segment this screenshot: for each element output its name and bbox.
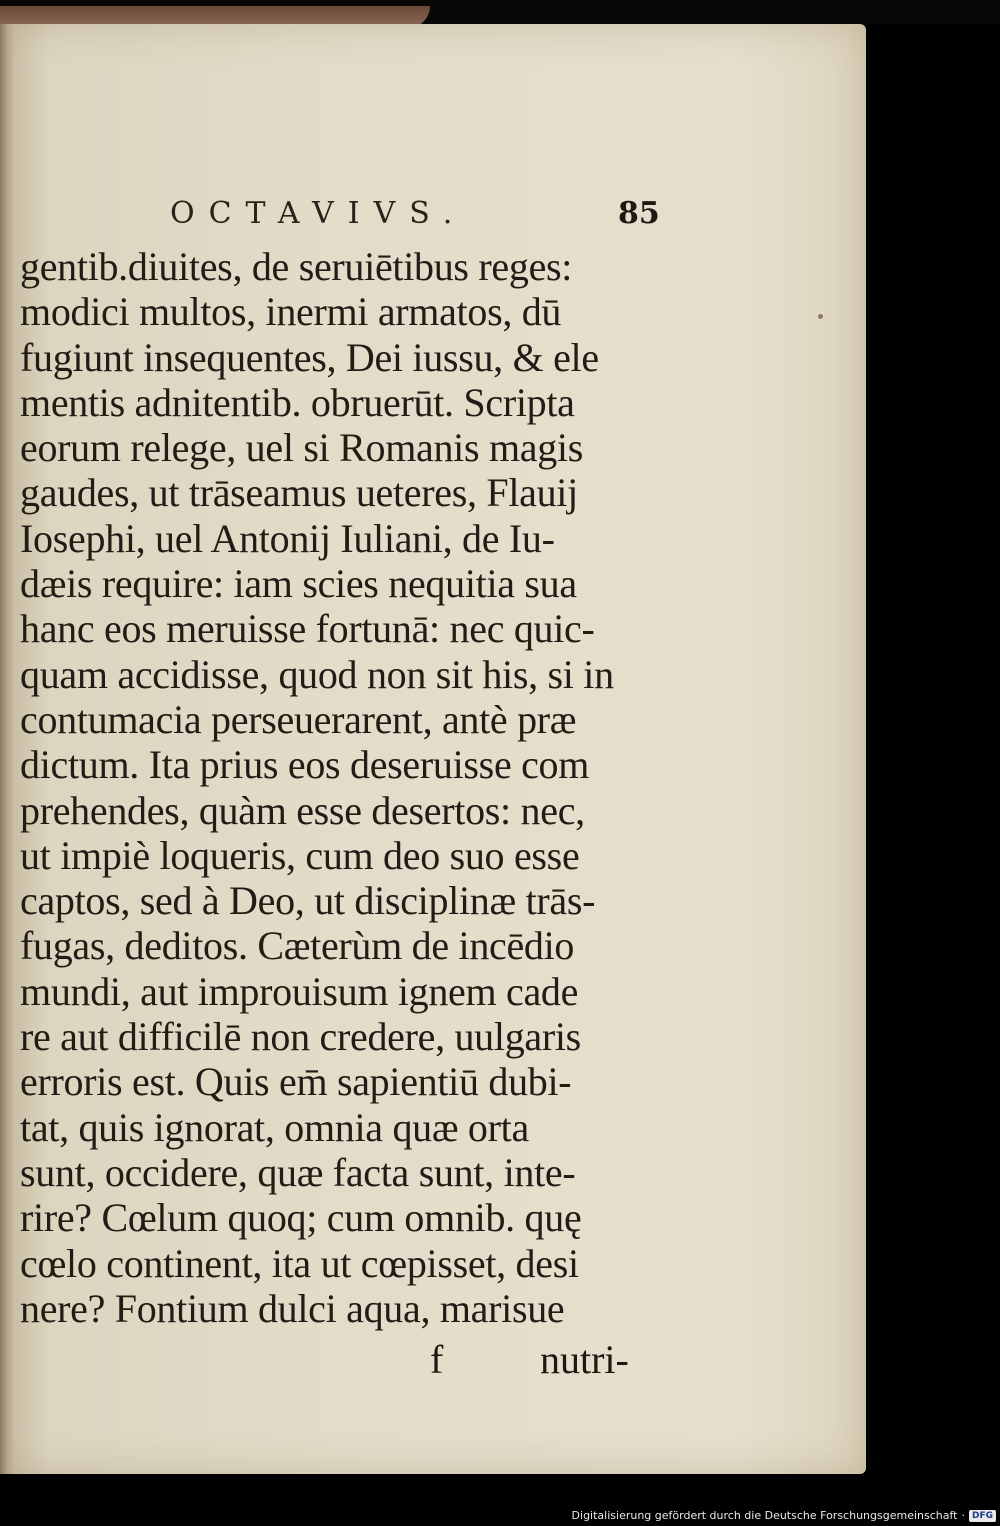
text-line: dictum. Ita prius eos deseruisse com (20, 742, 590, 788)
text-line: tat, quis ignorat, omnia quæ orta (20, 1104, 529, 1150)
text-line: prehendes, quàm esse desertos: nec, (20, 787, 585, 833)
catchword-line (20, 1336, 660, 1381)
signature-mark: f (430, 1337, 444, 1382)
text-line: sunt, occidere, quæ facta sunt, inte- (20, 1149, 576, 1195)
text-line: captos, sed à Deo, ut disciplinæ trās- (20, 878, 596, 924)
text-line: mentis adnitentib. obruerūt. Scripta (20, 379, 575, 425)
text-line: cœlo continent, ita ut cœpisset, desi (20, 1240, 579, 1286)
dfg-logo-icon: DFG (969, 1510, 996, 1522)
text-line: gaudes, ut trāseamus ueteres, Flauij (20, 470, 578, 516)
text-block (20, 244, 660, 1331)
text-line: hanc eos meruisse fortunā: nec quic- (20, 606, 595, 652)
funding-credit: Digitalisierung gefördert durch die Deutsche Forschungsgemeinschaft · DFG (572, 1509, 996, 1522)
credit-text: Digitalisierung gefördert durch die Deutsche Forschungsgemeinschaft (571, 1509, 958, 1522)
text-line: erroris est. Quis em̄ sapientiū dubi- (20, 1059, 572, 1105)
text-line: ut impiè loqueris, cum deo suo esse (20, 832, 580, 878)
text-line: rire? Cœlum quoq; cum omnib. quę (20, 1195, 582, 1241)
catchword: nutri- (540, 1337, 629, 1382)
text-line: dæis require: iam scies nequitia sua (20, 561, 577, 607)
page-gutter (0, 24, 14, 1474)
text-line: quam accidisse, quod non sit his, si in (20, 651, 614, 697)
text-line: modici multos, inermi armatos, dū (20, 289, 562, 335)
text-line: Iosephi, uel Antonij Iuliani, de Iu- (20, 515, 555, 561)
text-line: mundi, aut improuisum ignem cade (20, 968, 579, 1014)
book-page (0, 24, 866, 1474)
text-line: gentib.diuites, de seruiētibus reges: (20, 244, 573, 289)
text-line: fugas, deditos. Cæterùm de incēdio (20, 923, 575, 969)
paper-speck (818, 314, 823, 319)
text-line: fugiunt insequentes, Dei iussu, & ele (20, 334, 599, 380)
text-line: re aut difficilē non credere, uulgaris (20, 1014, 581, 1060)
top-border (0, 0, 1000, 24)
text-line: contumacia perseuerarent, antè præ (20, 696, 577, 742)
page-number: 85 (618, 196, 660, 231)
text-line: eorum relege, uel si Romanis magis (20, 425, 584, 471)
running-head: OCTAVIVS. (170, 196, 467, 231)
text-line: nere? Fontium dulci aqua, marisue (20, 1285, 565, 1331)
